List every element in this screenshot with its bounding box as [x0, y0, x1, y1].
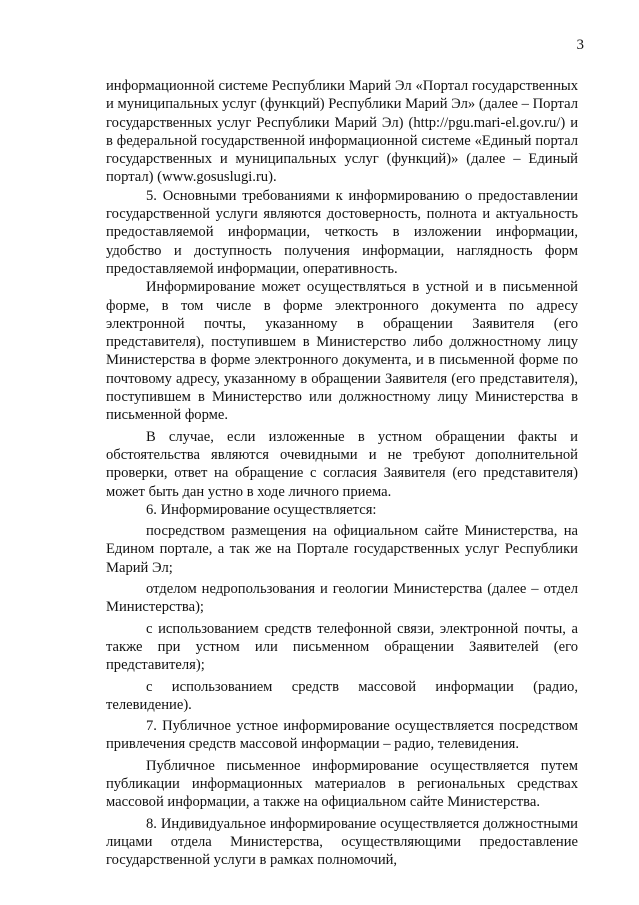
paragraph-item-8-individual: 8. Индивидуальное информирование осуществляется должностными лицами отдела Министерства, осуществляющими предоставление государственной услуги в рамках полномочий, — [106, 815, 578, 869]
paragraph-item-7-public-oral: 7. Публичное устное информирование осуществляется посредством привлечения средств массовой информации – радио, телевидения. — [106, 718, 578, 753]
document-body — [106, 77, 578, 869]
paragraph-item-6-phone-email: с использованием средств телефонной связи, электронной почты, а также при устном или письменном обращении Заявителей (его представителя); — [106, 620, 578, 674]
paragraph-informing-forms: Информирование может осуществляться в устной и в письменной форме, в том числе в форме электронного документа по адресу электронной почты, указанному в обращении Заявителя (его представителя), поступившем в Министерство либо должностному лицу Министерства в форме электронного документа, и в письменной форме по почтовому адресу, указанному в обращении Заявителя (его представителя), поступившем в Министерство или должностному лицу Министерства в письменной форме. — [106, 279, 578, 424]
paragraph-item-6-department: отделом недропользования и геологии Министерства (далее – отдел Министерства); — [106, 581, 578, 616]
paragraph-item-6-mass-media: с использованием средств массовой информации (радио, телевидение). — [106, 678, 578, 713]
paragraph-item-5-requirements: 5. Основными требованиями к информированию о предоставлении государственной услуги являются достоверность, полнота и актуальность предоставляемой информации, четкость в изложении информации, удобство и доступность получения информации, наглядность форм предоставляемой информации, оперативность. — [106, 187, 578, 277]
paragraph-item-6-heading: 6. Информирование осуществляется: — [146, 501, 377, 518]
page-number: 3 — [576, 37, 584, 53]
paragraph-item-6-website: посредством размещения на официальном сайте Министерства, на Едином портале, а так же на Портале государственных услуг Республики Марий Эл; — [106, 523, 578, 576]
paragraph-public-written: Публичное письменное информирование осуществляется путем публикации информационных материалов в региональных средствах массовой информации, а также на официальном сайте Министерства. — [106, 757, 578, 811]
paragraph-oral-answer: В случае, если изложенные в устном обращении факты и обстоятельства являются очевидными и не требуют дополнительной проверки, ответ на обращение с согласия Заявителя (его представителя) может быть дан устно в ходе личного приема. — [106, 428, 578, 500]
paragraph-continuation-portal: информационной системе Республики Марий Эл «Портал государственных и муниципальных услуг (функций) Республики Марий Эл» (далее – Портал государственных услуг Республики Марий Эл) (http://pgu.mari-el.gov.ru/) и в федеральной государственной информационной системе «Единый портал государственных и муниципальных услуг (функций)» (далее – Единый портал) (www.gosuslugi.ru). — [106, 78, 578, 186]
